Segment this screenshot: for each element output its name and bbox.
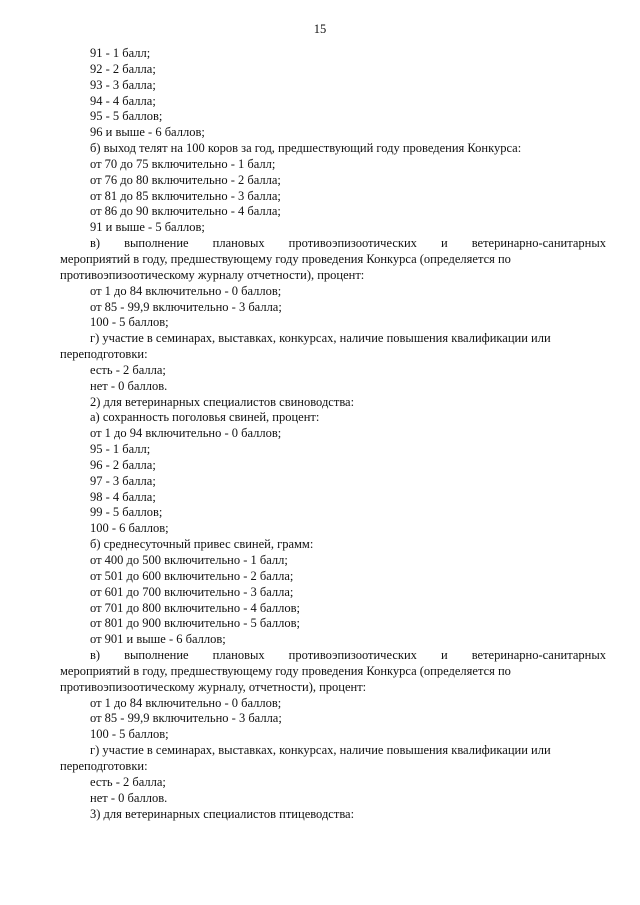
- text-line: от 801 до 900 включительно - 5 баллов;: [90, 616, 301, 631]
- text-line: от 901 и выше - 6 баллов;: [90, 632, 226, 647]
- text-line: нет - 0 баллов.: [90, 790, 168, 805]
- text-line: 96 - 2 балла;: [90, 457, 156, 472]
- text-line: от 400 до 500 включительно - 1 балл;: [90, 553, 288, 567]
- text-line: 93 - 3 балла;: [90, 77, 156, 92]
- text-line: от 1 до 94 включительно - 0 баллов;: [90, 426, 282, 441]
- text-line: 100 - 6 баллов;: [90, 521, 169, 536]
- text-line: от 85 - 99,9 включительно - 3 балла;: [90, 711, 282, 726]
- text-line: от 1 до 84 включительно - 0 баллов;: [90, 695, 282, 710]
- text-line: 3) для ветеринарных специалистов птицеводства:: [90, 806, 355, 821]
- text-line: от 701 до 800 включительно - 4 баллов;: [90, 600, 301, 615]
- text-line: мероприятий в году, предшествующему году проведения Конкурса (определяется по: [60, 251, 511, 266]
- text-line: есть - 2 балла;: [90, 362, 166, 377]
- text-line: 97 - 3 балла;: [90, 473, 156, 488]
- text-line: а) сохранность поголовья свиней, процент:: [90, 410, 320, 425]
- text-line: 94 - 4 балла;: [90, 93, 156, 108]
- text-line: 96 и выше - 6 баллов;: [90, 125, 205, 140]
- text-line: 95 - 1 балл;: [90, 442, 151, 457]
- text-line: 95 - 5 баллов;: [90, 109, 163, 124]
- text-line: от 85 - 99,9 включительно - 3 балла;: [90, 299, 282, 314]
- text-line: 91 и выше - 5 баллов;: [90, 220, 205, 235]
- text-line: мероприятий в году, предшествующему году проведения Конкурса (определяется по: [60, 663, 511, 678]
- text-line: есть - 2 балла;: [90, 774, 166, 789]
- text-line: в) выполнение плановых противоэпизоотических и ветеринарно-санитарных: [90, 648, 606, 663]
- text-line: в) выполнение плановых противоэпизоотических и ветеринарно-санитарных: [90, 236, 606, 251]
- text-line: противоэпизоотическому журналу отчетности), процент:: [60, 267, 365, 282]
- text-line: 99 - 5 баллов;: [90, 505, 163, 520]
- text-line: переподготовки:: [60, 347, 148, 362]
- text-line: от 501 до 600 включительно - 2 балла;: [90, 568, 294, 583]
- text-line: 98 - 4 балла;: [90, 489, 156, 504]
- text-line: 2) для ветеринарных специалистов свиноводства:: [90, 394, 355, 409]
- text-line: 91 - 1 балл;: [90, 46, 151, 60]
- text-line: переподготовки:: [60, 758, 148, 773]
- text-line: от 70 до 75 включительно - 1 балл;: [90, 156, 276, 171]
- text-line: нет - 0 баллов.: [90, 378, 168, 393]
- text-line: г) участие в семинарах, выставках, конкурсах, наличие повышения квалификации или: [90, 331, 551, 346]
- text-line: 92 - 2 балла;: [90, 61, 156, 76]
- text-line: от 1 до 84 включительно - 0 баллов;: [90, 283, 282, 298]
- text-line: г) участие в семинарах, выставках, конкурсах, наличие повышения квалификации или: [90, 743, 551, 758]
- page-number: 15: [313, 22, 327, 36]
- document-body: [60, 46, 606, 822]
- text-line: от 81 до 85 включительно - 3 балла;: [90, 188, 281, 203]
- text-line: от 76 до 80 включительно - 2 балла;: [90, 172, 281, 187]
- text-line: 100 - 5 баллов;: [90, 315, 169, 330]
- text-line: б) среднесуточный привес свиней, грамм:: [90, 537, 314, 552]
- text-line: от 601 до 700 включительно - 3 балла;: [90, 584, 294, 599]
- text-line: от 86 до 90 включительно - 4 балла;: [90, 204, 281, 219]
- text-line: б) выход телят на 100 коров за год, предшествующий году проведения Конкурса:: [90, 141, 522, 156]
- text-line: противоэпизоотическому журналу, отчетности), процент:: [60, 679, 367, 694]
- text-line: 100 - 5 баллов;: [90, 727, 169, 742]
